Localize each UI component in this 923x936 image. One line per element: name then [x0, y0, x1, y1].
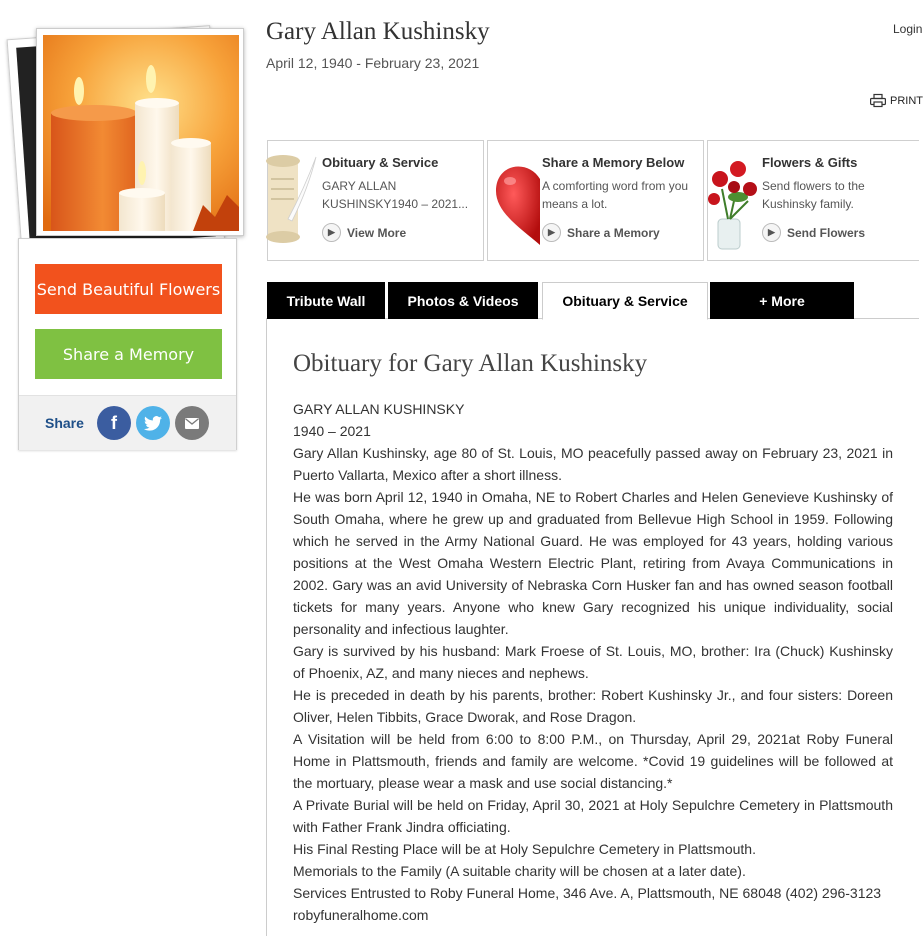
obituary-paragraph: Memorials to the Family (A suitable charity will be chosen at a later date). — [293, 863, 746, 879]
card-title: Share a Memory Below — [542, 155, 685, 170]
share-bar — [19, 395, 236, 450]
link-label: Share a Memory — [567, 225, 660, 240]
card-share-memory[interactable] — [487, 140, 704, 261]
printer-icon — [870, 94, 886, 107]
obituary-body — [293, 398, 893, 926]
link-label: View More — [347, 225, 407, 240]
sidebar-card — [18, 238, 237, 450]
obituary-paragraph: His Final Resting Place will be at Holy Sepulchre Cemetery in Plattsmouth. — [293, 841, 756, 857]
chevron-right-icon: ▶ — [542, 223, 561, 242]
obituary-paragraph: robyfuneralhome.com — [293, 907, 429, 923]
heart-icon — [488, 149, 540, 249]
roses-bouquet-icon — [708, 149, 760, 249]
obituary-title: Obituary for Gary Allan Kushinsky — [293, 350, 648, 377]
tab-obituary-service[interactable]: Obituary & Service — [542, 282, 708, 320]
print-button[interactable] — [870, 94, 923, 107]
obituary-paragraph: He is preceded in death by his parents, brother: Robert Kushinsky Jr., and four sisters: Doreen Oliver, Helen Tibbits, Grace Dworak, and Rose Dragon. — [293, 687, 893, 725]
memorial-photo-stack — [8, 24, 248, 254]
obituary-paragraph: A Visitation will be held from 6:00 to 8:00 P.M., on Thursday, April 29, 2021at Roby Funeral Home in Plattsmouth, friends and family are welcome. *Covid 19 guidelines will be followed at the mortuary, please wear a mask and use social distancing.* — [293, 731, 893, 791]
card-flowers-gifts[interactable] — [707, 140, 919, 261]
memorial-photo[interactable] — [36, 28, 244, 236]
card-description: A comforting word from you means a lot. — [542, 179, 689, 211]
card-obituary-service[interactable] — [267, 140, 484, 261]
share-memory-button[interactable]: Share a Memory — [35, 329, 222, 379]
view-more-link[interactable] — [322, 223, 406, 242]
obituary-paragraph: Gary Allan Kushinsky, age 80 of St. Louis, MO peacefully passed away on February 23, 2021 in Puerto Vallarta, Mexico after a short illness. — [293, 445, 893, 483]
candles-image — [43, 35, 239, 231]
scroll-quill-icon — [268, 149, 320, 249]
life-dates: April 12, 1940 - February 23, 2021 — [266, 55, 480, 71]
chevron-right-icon: ▶ — [322, 223, 341, 242]
twitter-icon[interactable] — [136, 406, 170, 440]
share-label: Share — [45, 415, 84, 431]
tab-more[interactable]: + More — [710, 282, 854, 319]
card-description: Send flowers to the Kushinsky family. — [762, 179, 865, 211]
obituary-paragraph: A Private Burial will be held on Friday, April 30, 2021 at Holy Sepulchre Cemetery in Plattsmouth with Father Frank Jindra officiating. — [293, 797, 893, 835]
obituary-paragraph: Services Entrusted to Roby Funeral Home, 346 Ave. A, Plattsmouth, NE 68048 (402) 296-3123 — [293, 885, 882, 901]
obituary-paragraph: He was born April 12, 1940 in Omaha, NE to Robert Charles and Helen Genevieve Kushinsky of South Omaha, where he grew up and graduated from Bellevue High School in 1959. Following which he served in the Army National Guard. He was employed for 43 years, holding various positions at the West Omaha Western Electric Plant, retiring from Avaya Communications in 2002. Gary was an avid University of Nebraska Corn Husker fan and has owned season football tickets for many years. Anyone who knew Gary recognized his unique individuality, social personality and infectious laughter. — [293, 489, 893, 637]
login-link[interactable]: Login — [893, 22, 923, 36]
card-title: Flowers & Gifts — [762, 155, 858, 170]
send-flowers-button[interactable]: Send Beautiful Flowers — [35, 264, 222, 314]
deceased-name: Gary Allan Kushinsky — [266, 18, 490, 45]
share-memory-link[interactable] — [542, 223, 660, 242]
facebook-icon[interactable]: f — [97, 406, 131, 440]
email-icon[interactable] — [175, 406, 209, 440]
tab-photos-videos[interactable]: Photos & Videos — [388, 282, 538, 319]
send-flowers-link[interactable] — [762, 223, 865, 242]
tab-tribute-wall[interactable]: Tribute Wall — [267, 282, 385, 319]
print-label: PRINT — [890, 94, 923, 107]
card-description: GARY ALLAN KUSHINSKY1940 – 2021... — [322, 179, 469, 211]
chevron-right-icon: ▶ — [762, 223, 781, 242]
obituary-paragraph: Gary is survived by his husband: Mark Froese of St. Louis, MO, brother: Ira (Chuck) Kushinsky of Phoenix, AZ, and many nieces and nephews. — [293, 643, 893, 681]
link-label: Send Flowers — [787, 225, 866, 240]
card-title: Obituary & Service — [322, 155, 439, 170]
obituary-paragraph: 1940 – 2021 — [293, 423, 371, 439]
obituary-paragraph: GARY ALLAN KUSHINSKY — [293, 401, 465, 417]
